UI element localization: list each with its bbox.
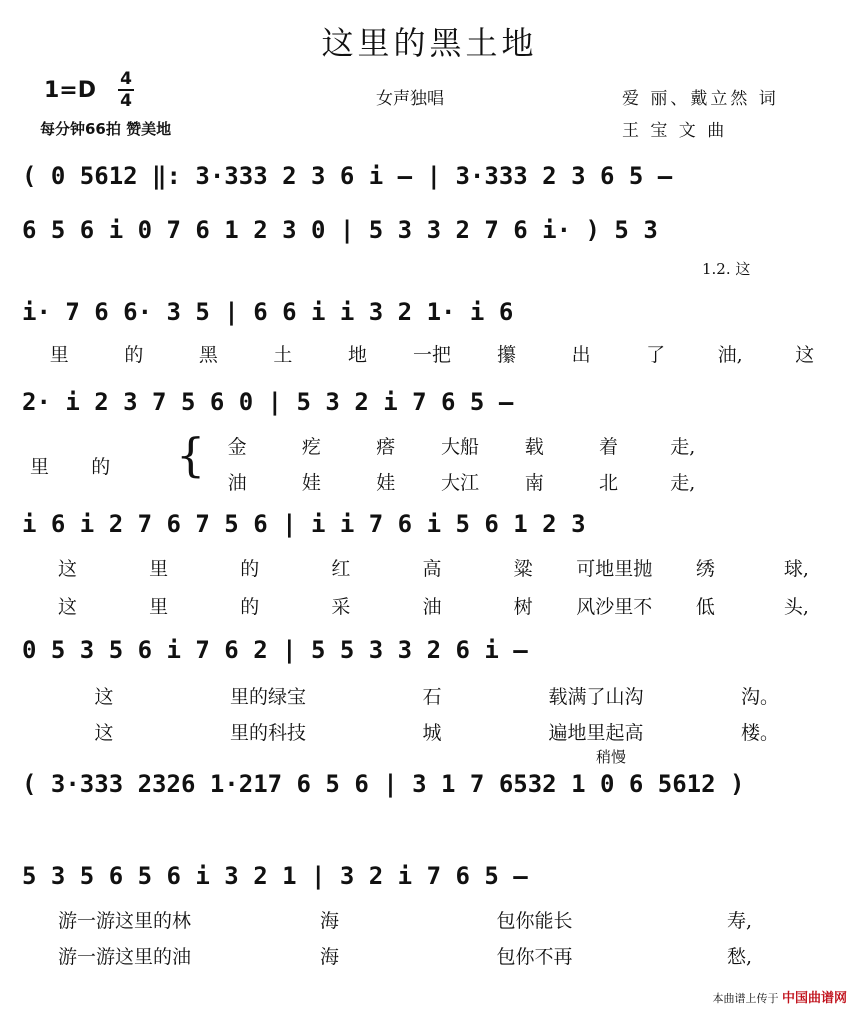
lyric-line: 这 里的科技 城 遍地里起高 楼。 — [94, 722, 779, 744]
time-bottom: 4 — [120, 91, 132, 111]
site-logo[interactable]: 中国曲谱网 — [781, 991, 847, 1006]
tempo-change-mark: 稍慢 — [596, 748, 627, 766]
time-top: 4 — [120, 69, 132, 89]
voice-type: 女声独唱 — [376, 89, 444, 109]
notation-row: i 6 i 2 7 6 7 5 6 | i i 7 6 i 5 6 1 2 3 — [22, 510, 586, 538]
lyric-line: 这 里的绿宝 石 载满了山沟 沟。 — [94, 686, 779, 708]
footer-watermark — [712, 987, 847, 1006]
notation-row: 5 3 5 6 5 6 i 3 2 1 | 3 2 i 7 6 5 – — [22, 862, 528, 890]
lyric-head: 里 的 — [30, 456, 111, 478]
footer-text: 本曲谱上传于 — [712, 992, 779, 1005]
key-signature: 1=D — [44, 78, 97, 103]
notation-row: 0 5 3 5 6 i 7 6 2 | 5 5 3 3 2 6 i – — [22, 636, 528, 664]
lyric-line: 游一游这里的林 海 包你能长 寿, — [57, 910, 753, 932]
lyricist-credit: 爱 丽、戴立然 词 — [622, 89, 779, 109]
time-signature — [118, 70, 134, 110]
brace-icon: { — [176, 428, 206, 482]
page-title: 这里的黑土地 — [321, 24, 538, 62]
composer-credit: 王 宝 文 曲 — [622, 121, 728, 141]
notation-row: i· 7 6 6· 3 5 | 6 6 i i 3 2 1· i 6 — [22, 298, 514, 326]
lyric-line: 油 娃 娃 大江 南 北 走, — [227, 472, 696, 494]
verse-marker: 1.2. 这 — [702, 260, 751, 278]
lyric-line: 游一游这里的油 海 包你不再 愁, — [57, 946, 753, 968]
notation-row: 2· i 2 3 7 5 6 0 | 5 3 2 i 7 6 5 – — [22, 388, 514, 416]
lyric-line: 这 里 的 采 油 树 风沙里不 低 头, — [58, 596, 809, 618]
notation-row: ( 0 5612 ‖: 3·333 2 3 6 i – | 3·333 2 3 6 5 – — [22, 162, 673, 190]
lyric-line: 这 里 的 红 高 粱 可地里抛 绣 球, — [58, 558, 809, 580]
lyric-line: 金 疙 瘩 大船 载 着 走, — [227, 436, 696, 458]
lyric-line: 里 的 黑 土 地 一把 攥 出 了 油, 这 — [49, 344, 815, 366]
notation-row: ( 3·333 2326 1·217 6 5 6 | 3 1 7 6532 1 0 6 5612 ) — [22, 770, 745, 798]
notation-row: 6 5 6 i 0 7 6 1 2 3 0 | 5 3 3 2 7 6 i· ) 5 3 — [22, 216, 658, 244]
tempo-marking: 每分钟66拍 赞美地 — [40, 120, 172, 138]
